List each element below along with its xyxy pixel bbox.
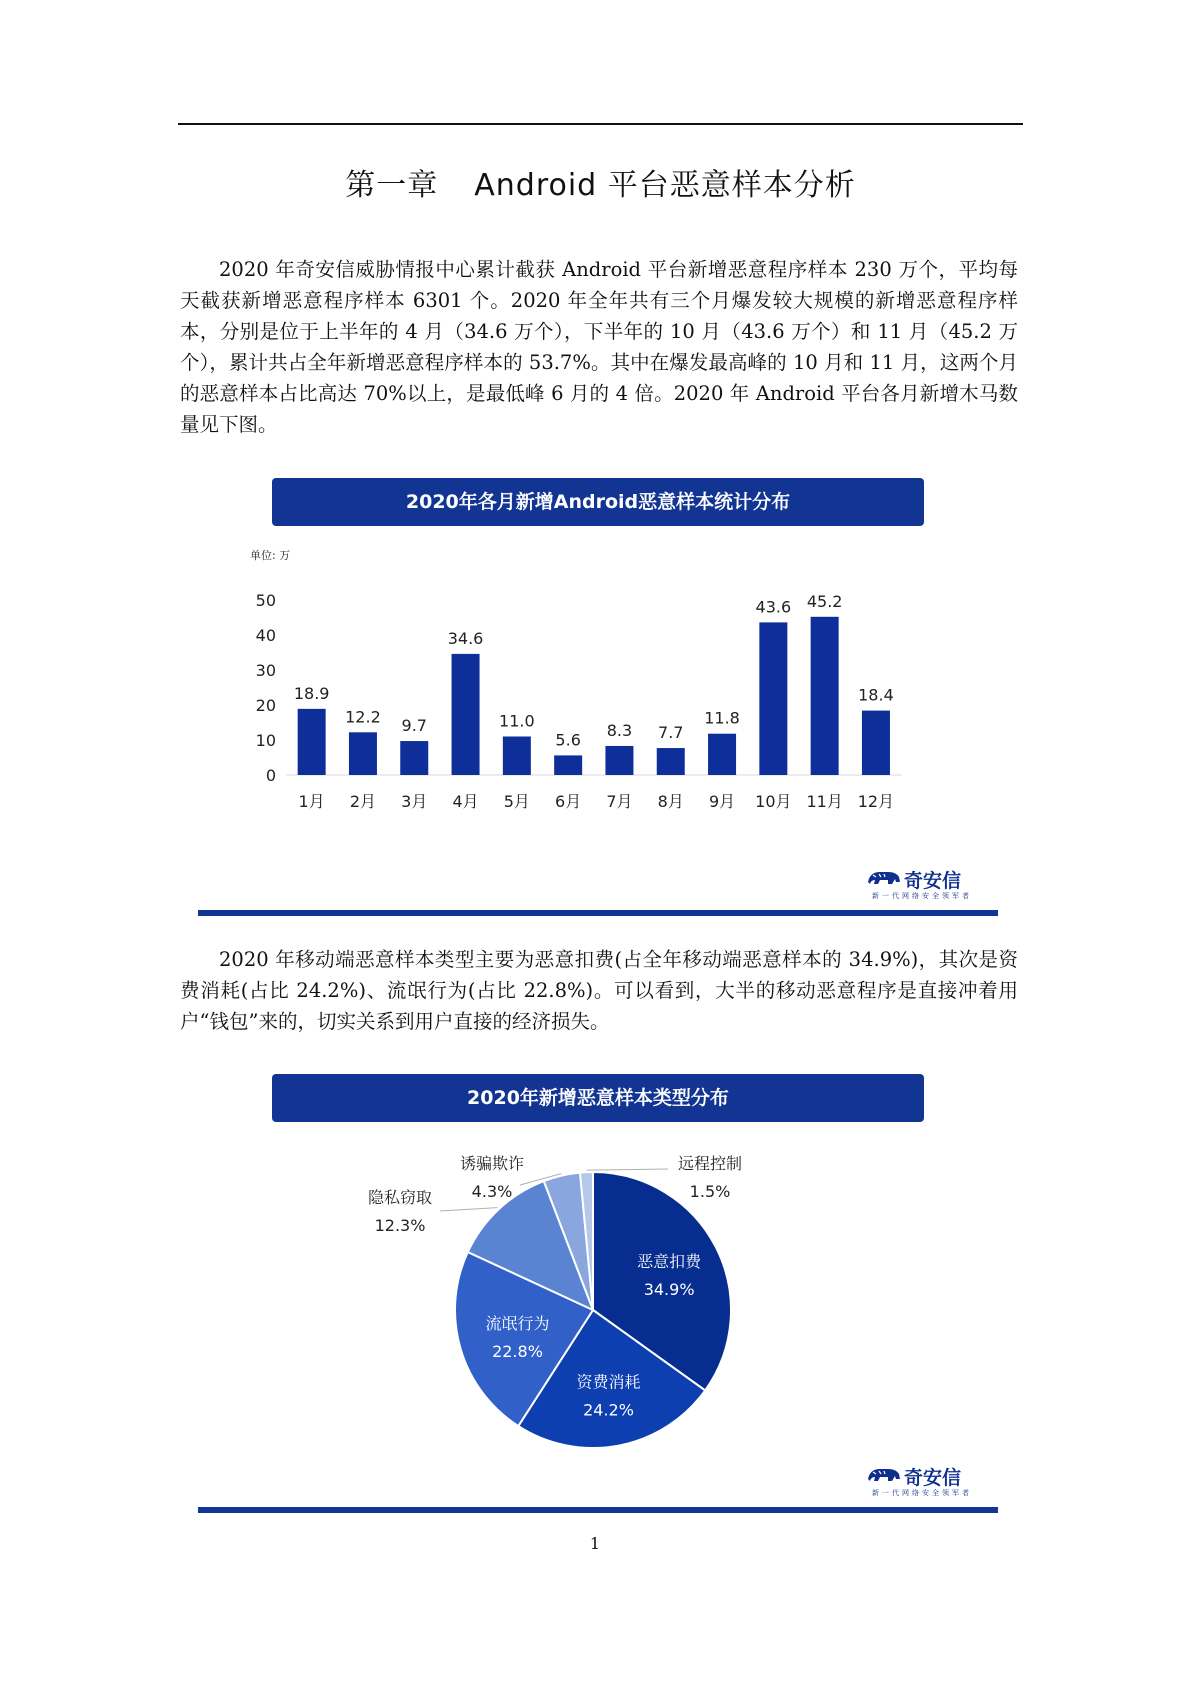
bar-value-label: 9.7 — [401, 716, 427, 736]
logo-name: 奇安信 — [904, 1467, 962, 1489]
x-tick-label: 4月 — [452, 792, 479, 811]
pie-slice-percent: 4.3% — [471, 1182, 513, 1201]
x-tick-label: 12月 — [857, 792, 895, 811]
pie-slice-percent: 22.8% — [492, 1342, 543, 1362]
pie-chart-title: 2020年新增恶意样本类型分布 — [272, 1074, 924, 1122]
x-tick-label: 7月 — [606, 792, 633, 811]
bar-value-label: 11.8 — [704, 708, 740, 728]
bar-5 — [503, 737, 531, 776]
x-tick-label: 5月 — [503, 792, 530, 811]
qianxin-logo — [866, 1463, 976, 1499]
x-tick-label: 9月 — [708, 792, 736, 811]
x-tick-label: 10月 — [755, 792, 792, 811]
pie-slice-label: 诱骗欺诈 — [459, 1154, 525, 1173]
bar-11 — [811, 617, 839, 775]
bar-value-label: 7.7 — [658, 723, 684, 743]
x-tick-label: 8月 — [657, 792, 684, 811]
bar-value-label: 45.2 — [806, 591, 843, 611]
pie-slice-label: 流氓行为 — [485, 1314, 550, 1334]
pie-slice-percent: 24.2% — [583, 1400, 634, 1420]
y-tick-label: 40 — [255, 626, 276, 645]
section-divider — [198, 910, 998, 916]
bar-value-label: 8.3 — [606, 720, 633, 740]
bar-2 — [349, 732, 377, 775]
y-tick-label: 30 — [255, 661, 276, 680]
unit-label: 单位: 万 — [250, 549, 291, 562]
bar-value-label: 5.6 — [555, 730, 581, 750]
x-tick-label: 11月 — [806, 792, 843, 811]
qianxin-logo — [866, 866, 976, 902]
bar-value-label: 12.2 — [345, 707, 381, 727]
page-number: 1 — [589, 1534, 601, 1553]
pie-slice-label: 远程控制 — [677, 1154, 743, 1173]
bar-10 — [759, 622, 787, 775]
chapter-title — [178, 160, 1023, 204]
y-tick-label: 20 — [255, 696, 276, 715]
logo-slogan: 新一代网络安全领军者 — [872, 892, 972, 900]
pie-leader-line — [586, 1169, 668, 1170]
tiger-logo-icon — [866, 1465, 902, 1485]
type-paragraph: 2020 年移动端恶意样本类型主要为恶意扣费(占全年移动端恶意样本的 34.9%)，其次是资费消耗(占比 24.2%)、流氓行为(占比 22.8%)。可以看到，大半的移动恶意程序是直接冲着用户“钱包”来的，切实关系到用户直接的经济损失。 — [180, 948, 1018, 1033]
bar-12 — [862, 711, 890, 775]
chapter-heading: Android 平台恶意样本分析 — [474, 168, 856, 203]
bar-1 — [298, 709, 326, 775]
pie-leader-line — [440, 1208, 497, 1211]
bar-chart-title: 2020年各月新增Android恶意样本统计分布 — [272, 478, 924, 526]
logo-slogan: 新一代网络安全领军者 — [872, 1489, 972, 1497]
bar-7 — [605, 746, 633, 775]
bar-value-label: 43.6 — [755, 597, 792, 617]
y-tick-label: 50 — [255, 591, 276, 610]
header-rule — [178, 123, 1023, 125]
footer-divider — [198, 1507, 998, 1513]
bar-3 — [400, 741, 428, 775]
pie-slice-percent: 34.9% — [643, 1279, 695, 1299]
bar-value-label: 18.9 — [293, 683, 330, 703]
pie-slice-percent: 1.5% — [689, 1182, 731, 1201]
tiger-logo-icon — [866, 868, 902, 888]
type-pie-chart — [0, 1140, 1190, 1460]
y-tick-label: 10 — [255, 731, 276, 750]
intro-paragraph: 2020 年奇安信威胁情报中心累计截获 Android 平台新增恶意程序样本 230 万个，平均每天截获新增恶意程序样本 6301 个。2020 年全年共有三个月爆发较大规模的新增恶意程序样本，分别是位于上半年的 4 月（34.6 万个），下半年的 10 月（43.6 万个）和 11 月（45.2 万个），累计共占全年新增恶意程序样本的 53.7%。其中在爆发最高峰的 10 月和 11 月，这两个月的恶意样本占比高达 70%以上，是最低峰 6 月的 4 倍。2020 年 Android 平台各月新增木马数量见下图。 — [180, 258, 1018, 436]
logo-name: 奇安信 — [904, 870, 962, 892]
pie-slice-percent: 12.3% — [374, 1216, 426, 1235]
chapter-number: 第一章 — [345, 168, 439, 203]
x-tick-label: 3月 — [401, 792, 428, 811]
bar-4 — [452, 654, 480, 775]
pie-slice-label: 隐私窃取 — [367, 1188, 433, 1207]
monthly-bar-chart — [0, 545, 1190, 835]
x-tick-label: 1月 — [298, 792, 325, 811]
x-tick-label: 6月 — [555, 792, 582, 811]
bar-value-label: 11.0 — [499, 711, 535, 731]
bar-value-label: 18.4 — [858, 685, 894, 705]
pie-slice-label: 恶意扣费 — [637, 1251, 702, 1271]
bar-8 — [657, 748, 685, 775]
bar-6 — [554, 755, 582, 775]
y-tick-label: 0 — [265, 766, 276, 785]
x-tick-label: 2月 — [349, 792, 377, 811]
bar-value-label: 34.6 — [447, 628, 484, 648]
bar-9 — [708, 734, 736, 775]
pie-slice-label: 资费消耗 — [576, 1372, 641, 1392]
